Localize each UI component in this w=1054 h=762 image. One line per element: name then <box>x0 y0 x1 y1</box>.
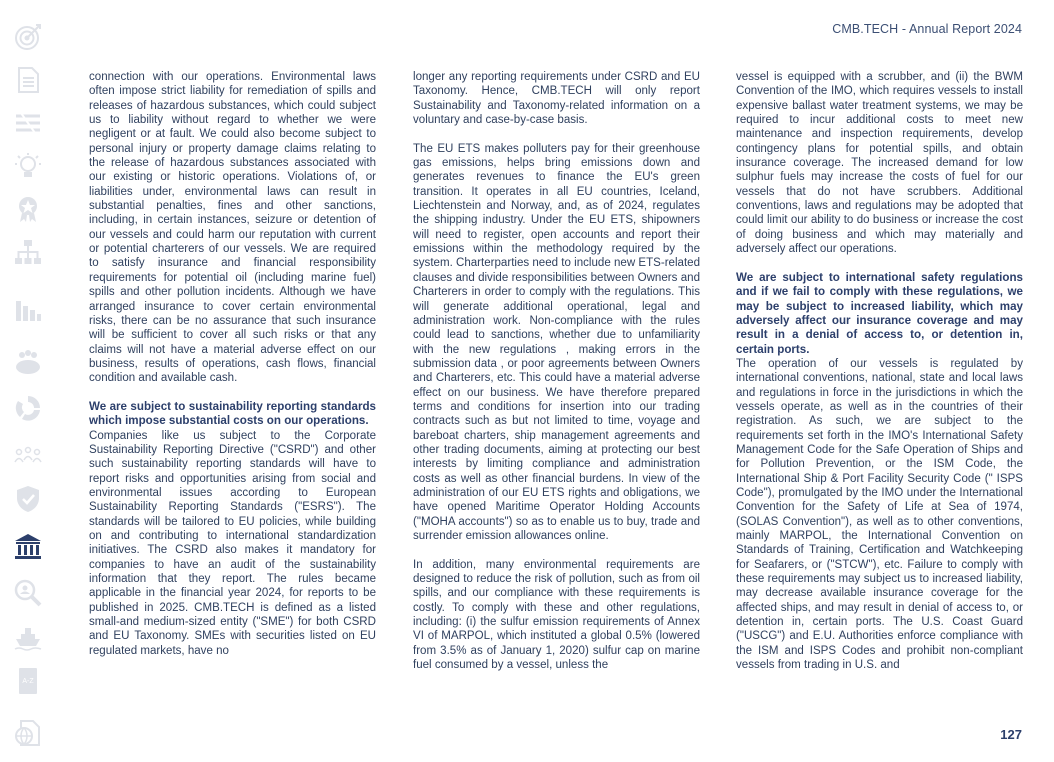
chapter-navigation-sidebar <box>0 0 56 762</box>
lightbulb-icon[interactable] <box>11 149 45 183</box>
paragraph: vessel is equipped with a scrubber, and (ii) the BWM Convention of the IMO, which requires vessels to install expensive ballast water treatment systems, we may be required to incur additional costs to meet new maintenance and inspection requirements, develop contingency plans for potential spills, and obtain insurance coverage. The increased demand for low sulphur fuels may increase the costs of fuel for our vessels that do not have scrubbers. Additional conventions, laws and regulations may be adopted that could limit our ability to do business or increase the cost of doing business and which may materially and adversely affect our operations. <box>736 71 1023 256</box>
paragraph: longer any reporting requirements under CSRD and EU Taxonomy. Hence, CMB.TECH will only report Sustainability and Taxonomy-related information on a voluntary and case-by-case basis. <box>413 71 700 127</box>
paragraph: connection with our operations. Environmental laws often impose strict liability for remediation of spills and releases of hazardous substances, which could subject us to liability without regard to whether we were negligent or at fault. We could also become subject to personal injury or property damage claims relating to the release of hazardous substances associated with our existing or historic operations. Violations of, or liabilities under, environmental laws can result in substantial penalties, fines and other sanctions, including, in certain instances, seizure or detention of our vessels and could harm our reputation with current or potential charterers of our vessels. We are required to satisfy insurance and financial responsibility requirements for potential oil (including marine fuel) spills and other pollution incidents. Although we have arranged insurance to cover certain environmental risks, there can be no assurance that such insurance will be sufficient to cover all such risks or that any claims will not have a material adverse effect on our business, results of operations, cash flows, financial condition and available cash. <box>89 71 376 385</box>
people-group-icon[interactable] <box>11 344 45 378</box>
people-icon[interactable] <box>11 438 45 472</box>
text-column-2 <box>413 70 700 672</box>
section-heading: We are subject to international safety regulations and if we fail to comply with these regulations, we may be subject to increased liability, which may adversely affect our insurance coverage and may result in a denial of access to, or detention in, certain ports. <box>736 270 1023 356</box>
text-column-3 <box>736 70 1023 672</box>
bar-chart-icon[interactable] <box>11 293 45 327</box>
text-column-1 <box>89 70 376 658</box>
shield-check-icon[interactable] <box>11 482 45 516</box>
paragraph: In addition, many environmental requirements are designed to reduce the risk of pollution, such as from oil spills, and our compliance with these requirements is costly. To comply with these and other regulations, including: (i) the sulfur emission requirements of Annex VI of MARPOL, which instituted a global 0.5% (lowered from 3.5% as of January 1, 2020) sulfur cap on marine fuel consumed by a vessel, unless the <box>413 558 700 672</box>
target-icon[interactable] <box>11 20 45 54</box>
globe-document-icon[interactable] <box>11 716 45 750</box>
document-icon[interactable] <box>11 63 45 97</box>
bank-icon[interactable] <box>11 530 45 564</box>
paragraph: The operation of our vessels is regulated by international conventions, national, state and local laws and regulations in force in the jurisdictions in which the vessels operate, as well as in the countries of their registration. As such, we are subject to the requirements set forth in the IMO's International Safety Management Code for the Safe Operation of Ships and for Pollution Prevention, or the ISM Code, the International Ship & Port Facility Security Code (" ISPS Code"), promulgated by the IMO under the International Convention for the Safety of Life at Sea of 1974, (SOLAS Convention"), as well as to other conventions, mainly MARPOL, the International Convention on Standards of Training, Certification and Watchkeeping for Seafarers, or ("STCW"), etc. Failure to comply with these requirements may subject us to increased liability, may decrease available insurance coverage for the affected ships, and may result in denial of access to, or detention in, certain ports. The U.S. Coast Guard ("USCG") and E.U. Authorities enforce compliance with the ISM and ISPS Codes and prohibit non-compliant vessels from trading in U.S. and <box>736 357 1023 672</box>
report-header-title: CMB.TECH - Annual Report 2024 <box>832 22 1022 36</box>
recycle-icon[interactable] <box>11 391 45 425</box>
award-icon[interactable] <box>11 192 45 226</box>
page-number: 127 <box>1000 727 1022 742</box>
paragraph: Companies like us subject to the Corporate Sustainability Reporting Directive ("CSRD") and other such sustainability reporting standards will have to report risks and opportunities arising from social and environmental issues according to European Sustainability Reporting Standards ("ESRS"). The standards will be tailored to EU policies, while building on and contributing to international standardization initiatives. The CSRD also makes it mandatory for companies to have an audit of the sustainability information that they report. The rules became applicable in the financial year 2024, for reports to be published in 2025. CMB.TECH is defined as a listed small-and medium-sized entity ("SME") for both CSRD and EU Taxonomy. SMEs with securities listed on EU regulated markets, have no <box>89 429 376 657</box>
highway-icon[interactable] <box>11 106 45 140</box>
section-heading: We are subject to sustainability reporting standards which impose substantial costs on our operations. <box>89 399 376 428</box>
magnifier-icon[interactable] <box>11 576 45 610</box>
ship-icon[interactable] <box>11 620 45 654</box>
a-z-book-icon[interactable] <box>11 664 45 698</box>
org-chart-icon[interactable] <box>11 235 45 269</box>
paragraph: The EU ETS makes polluters pay for their greenhouse gas emissions, helps bring emissions down and generates revenues to finance the EU's green transition. It operates in all EU countries, Iceland, Liechtenstein and Norway, and, as of 2024, regulates the shipping industry. Under the EU ETS, shipowners will need to register, open accounts and report their emissions within the methodology required by the system. Charterparties need to include new ETS-related clauses and divide responsibilities between Owners and Charterers in order to comply with the regulations. This will generate additional operational, legal and administration work. Non-compliance with the rules could lead to sanctions, whether due to unfamiliarity with the new regulations , making errors in the submission data , or poor agreements between Owners and Charterers, etc. This could have a material adverse effect on our business. We have therefore prepared terms and conditions for insertion into our trading contracts such as but not limited to time, voyage and bareboat charters, ship management agreements and other trading documents, aiming at protecting our best interests by limiting compliance and administration costs as well as other financial burdens. In view of the administration of our EU ETS rights and obligations, we have opened Maritime Operator Holding Accounts ("MOHA accounts") so as to enable us to buy, trade and surrender emission allowances online. <box>413 142 700 542</box>
a-z-label: A-Z <box>22 678 34 685</box>
